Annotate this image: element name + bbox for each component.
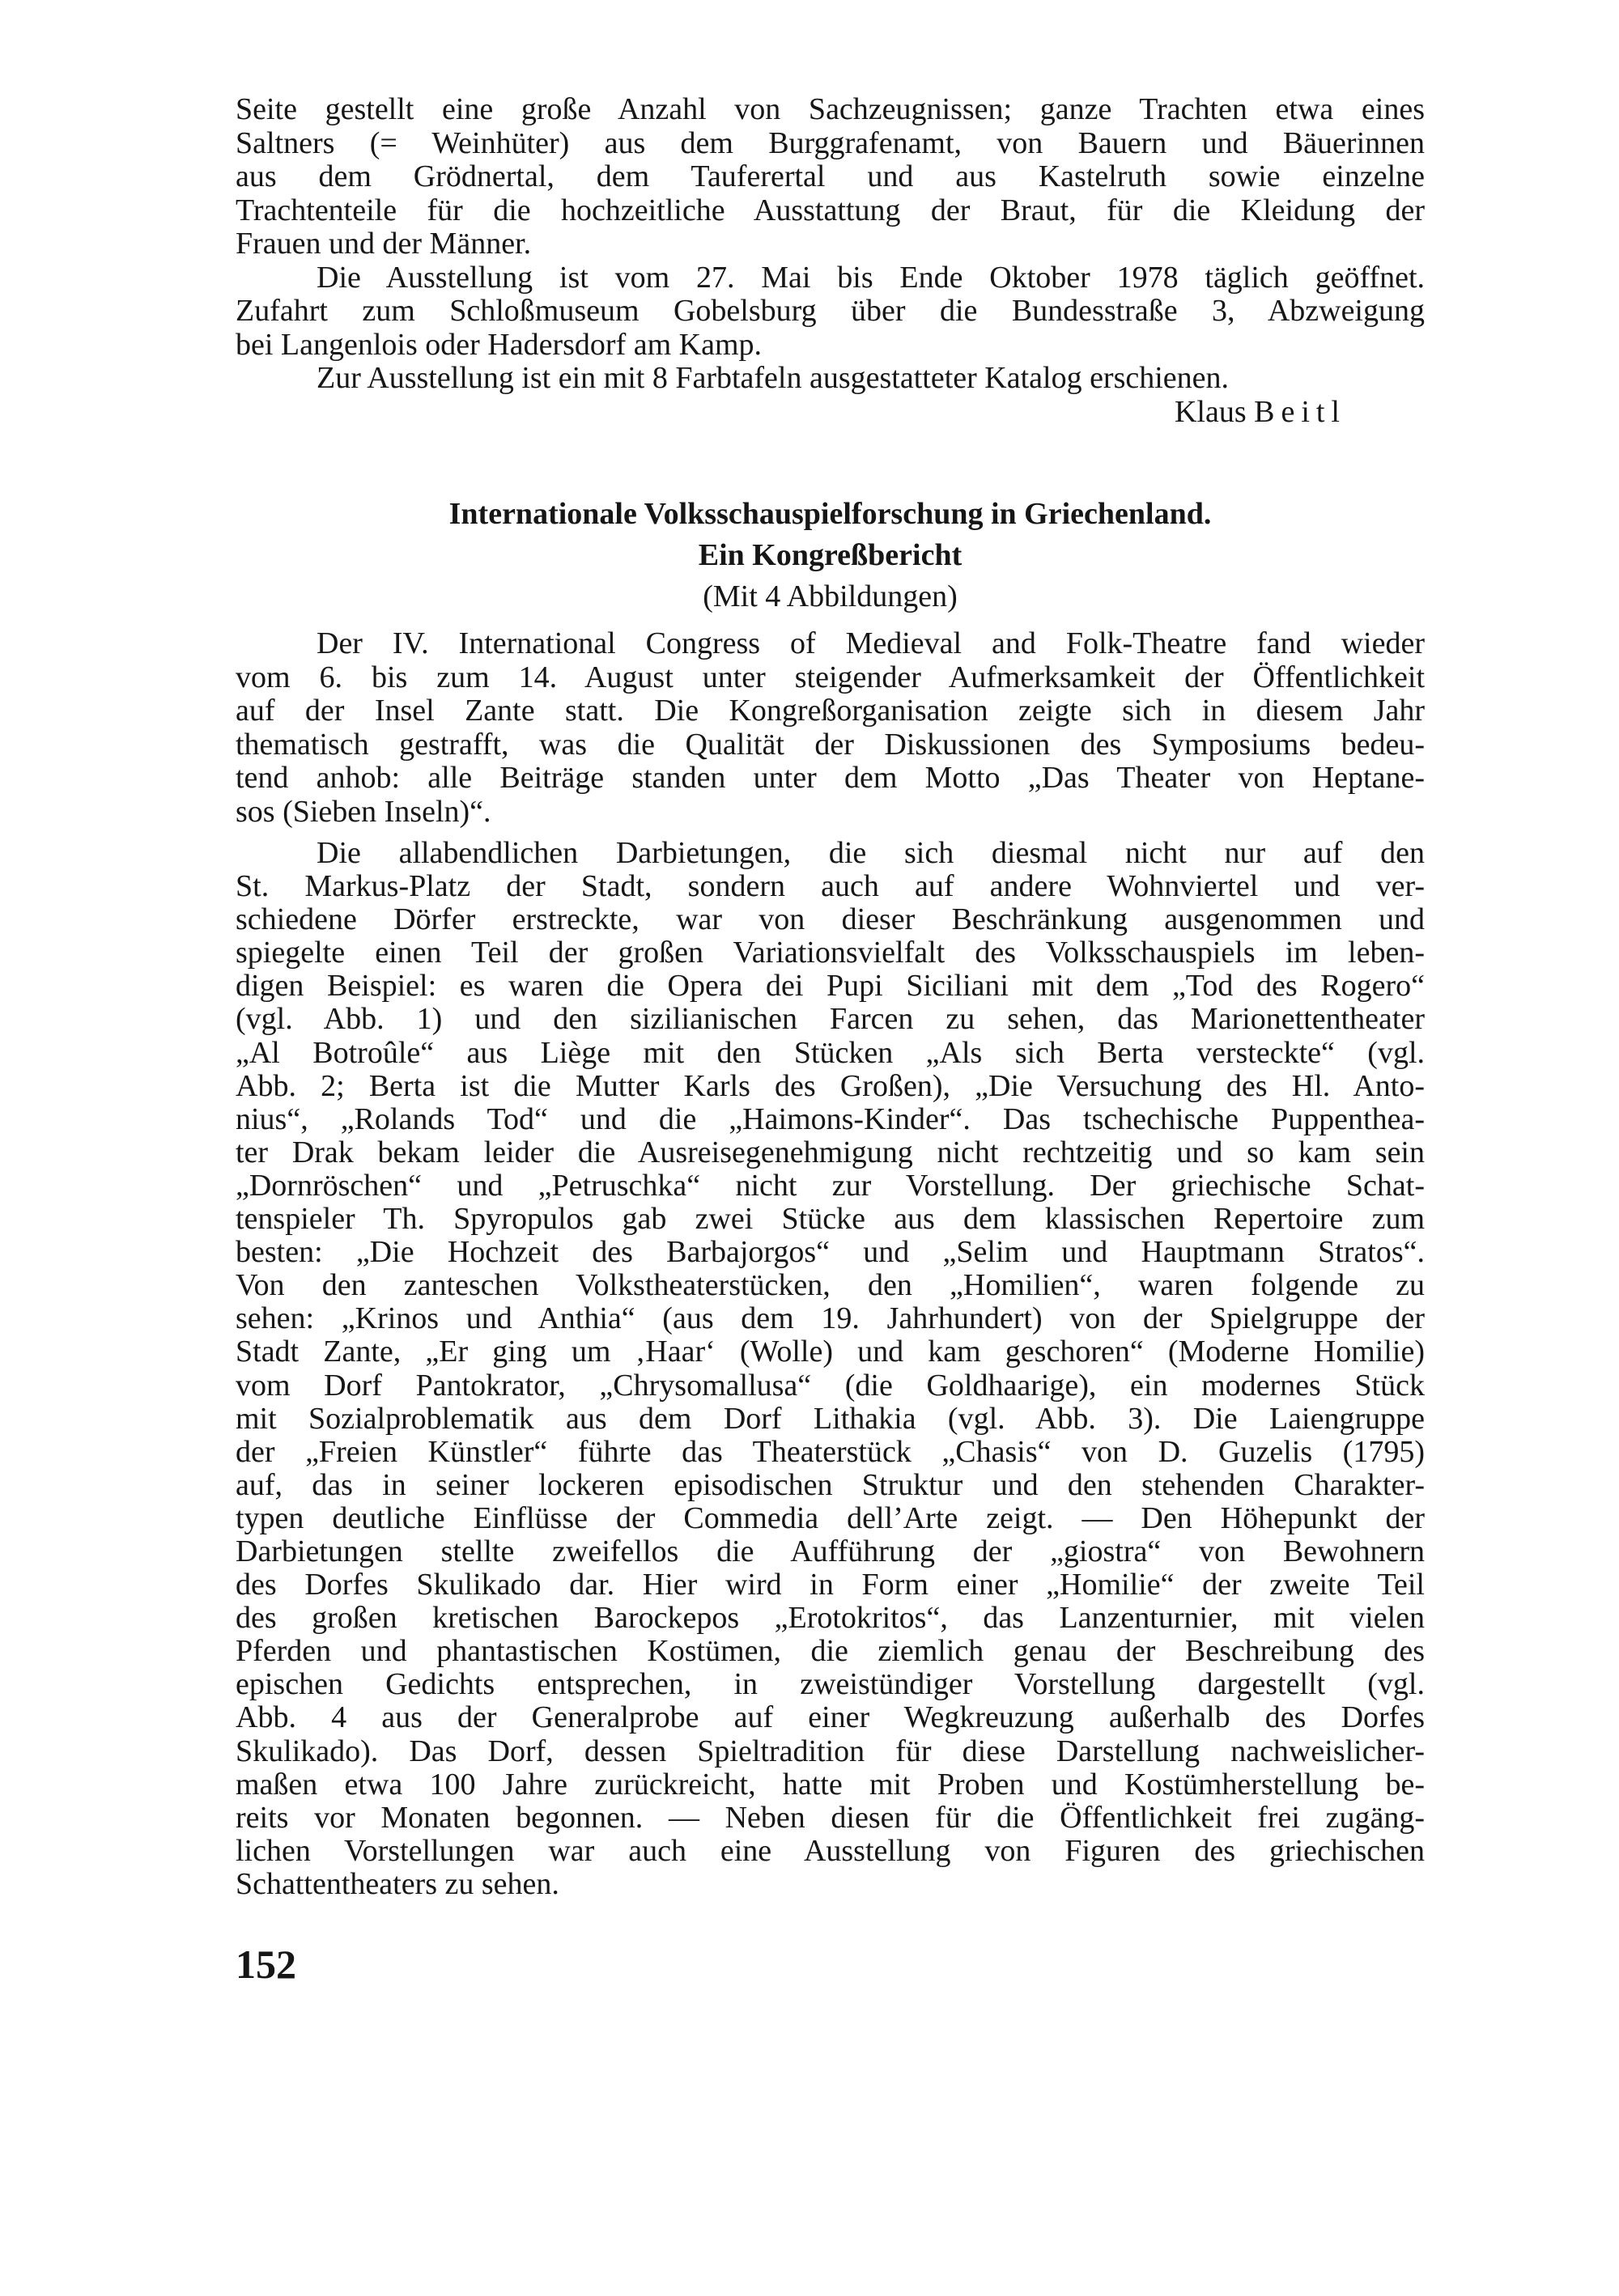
text-line: Pferden und phantastischen Kostümen, die ziemlich genau der Beschreibung des bbox=[236, 1634, 1425, 1669]
text-line: aus dem Grödnertal, dem Tauferertal und aus Kastelruth sowie einzelne bbox=[236, 159, 1425, 193]
text-line: maßen etwa 100 Jahre zurückreicht, hatte mit Proben und Kostümherstellung be- bbox=[236, 1767, 1425, 1802]
text-line: Von den zanteschen Volkstheaterstücken, den „Homilien“, waren folgende zu bbox=[236, 1268, 1425, 1303]
text-line: reits vor Monaten begonnen. — Neben diesen für die Öffentlichkeit frei zugäng- bbox=[236, 1800, 1425, 1835]
text-line: tenspieler Th. Spyropulos gab zwei Stücke aus dem klassischen Repertoire zum bbox=[236, 1202, 1425, 1237]
text-line: vom 6. bis zum 14. August unter steigender Aufmerksamkeit der Öffentlichkeit bbox=[236, 660, 1425, 694]
text-line: Frauen und der Männer. bbox=[236, 227, 532, 261]
text-line: Saltners (= Weinhüter) aus dem Burggrafenamt, von Bauern und Bäuerinnen bbox=[236, 125, 1425, 160]
text-line: typen deutliche Einflüsse der Commedia dell’Arte zeigt. — Den Höhepunkt der bbox=[236, 1500, 1425, 1535]
text-line: Abb. 4 aus der Generalprobe auf einer Wegkreuzung außerhalb des Dorfes bbox=[236, 1700, 1425, 1735]
text-line: vom Dorf Pantokrator, „Chrysomallusa“ (die Goldhaarige), ein modernes Stück bbox=[236, 1368, 1425, 1403]
article-paragraph-1 bbox=[236, 627, 1425, 829]
text-line: St. Markus-Platz der Stadt, sondern auch auf andere Wohnviertel und ver- bbox=[236, 869, 1425, 904]
text-line: Darbietungen stellte zweifellos die Aufführung der „giostra“ von Bewohnern bbox=[236, 1534, 1425, 1568]
article-title: Internationale Volksschauspielforschung in Griechenland. bbox=[448, 497, 1212, 531]
text-line: sos (Sieben Inseln)“. bbox=[236, 794, 491, 829]
text-line: Die Ausstellung ist vom 27. Mai bis Ende Oktober 1978 täglich geöffnet. bbox=[317, 260, 1425, 295]
text-line: auf der Insel Zante statt. Die Kongreßorganisation zeigte sich in diesem Jahr bbox=[236, 694, 1425, 728]
text-line: nius“, „Rolands Tod“ und die „Haimons-Kinder“. Das tschechische Puppenthea- bbox=[236, 1101, 1425, 1136]
text-line: ter Drak bekam leider die Ausreisegenehmigung nicht rechtzeitig und so kam sein bbox=[236, 1135, 1425, 1169]
text-line: Die allabendlichen Darbietungen, die sich diesmal nicht nur auf den bbox=[317, 836, 1425, 870]
text-line: Skulikado). Das Dorf, dessen Spieltradition für diese Darstellung nachweislicher- bbox=[236, 1734, 1425, 1768]
text-line: digen Beispiel: es waren die Opera dei Pupi Siciliani mit dem „Tod des Rogero“ bbox=[236, 969, 1425, 1004]
text-line: schiedene Dörfer erstreckte, war von dieser Beschränkung ausgenommen und bbox=[236, 902, 1425, 937]
text-line: auf, das in seiner lockeren episodischen Struktur und den stehenden Charakter- bbox=[236, 1467, 1425, 1502]
text-line: Schattentheaters zu sehen. bbox=[236, 1866, 559, 1901]
text-line: Seite gestellt eine große Anzahl von Sachzeugnissen; ganze Trachten etwa eines bbox=[236, 92, 1425, 126]
text-line: thematisch gestrafft, was die Qualität der Diskussionen des Symposiums bedeu- bbox=[236, 727, 1425, 762]
text-line: Zufahrt zum Schloßmuseum Gobelsburg über die Bundesstraße 3, Abzweigung bbox=[236, 294, 1425, 328]
text-line: tend anhob: alle Beiträge standen unter dem Motto „Das Theater von Heptane- bbox=[236, 761, 1425, 795]
text-line: lichen Vorstellungen war auch eine Ausstellung von Figuren des griechischen bbox=[236, 1833, 1425, 1868]
text-line: des Dorfes Skulikado dar. Hier wird in Form einer „Homilie“ der zweite Teil bbox=[236, 1568, 1425, 1602]
page-number: 152 bbox=[236, 1942, 296, 1987]
text-line: mit Sozialproblematik aus dem Dorf Lithakia (vgl. Abb. 3). Die Laiengruppe bbox=[236, 1401, 1425, 1436]
text-line: (vgl. Abb. 1) und den sizilianischen Farcen zu sehen, das Marionettentheater bbox=[236, 1002, 1425, 1037]
article-subtitle: Ein Kongreßbericht bbox=[698, 538, 962, 572]
text-line: „Al Botroûle“ aus Liège mit den Stücken „Als sich Berta versteckte“ (vgl. bbox=[236, 1035, 1425, 1070]
text-line: Stadt Zante, „Er ging um ‚Haar‘ (Wolle) und kam geschoren“ (Moderne Homilie) bbox=[236, 1335, 1425, 1369]
author-first-name: Klaus bbox=[1174, 394, 1247, 429]
article-illustration-note: (Mit 4 Abbildungen) bbox=[703, 579, 958, 613]
text-line: spiegelte einen Teil der großen Variationsvielfalt des Volksschauspiels im leben- bbox=[236, 936, 1425, 970]
text-line: der „Freien Künstler“ führte das Theaterstück „Chasis“ von D. Guzelis (1795) bbox=[236, 1434, 1425, 1469]
text-line: Zur Ausstellung ist ein mit 8 Farbtafeln ausgestatteter Katalog erschienen. bbox=[317, 361, 1230, 395]
previous-article-ending bbox=[236, 93, 1425, 429]
text-line: des großen kretischen Barockepos „Erotokritos“, das Lanzenturnier, mit vielen bbox=[236, 1601, 1425, 1636]
text-line: Trachtenteile für die hochzeitliche Ausstattung der Braut, für die Kleidung der bbox=[236, 193, 1425, 227]
text-line: „Dornröschen“ und „Petruschka“ nicht zur Vorstellung. Der griechische Schat- bbox=[236, 1168, 1425, 1203]
text-line: bei Langenlois oder Hadersdorf am Kamp. bbox=[236, 327, 763, 362]
article-paragraph-2 bbox=[236, 837, 1425, 1901]
text-line: besten: „Die Hochzeit des Barbajorgos“ und „Selim und Hauptmann Stratos“. bbox=[236, 1235, 1425, 1270]
text-line: Abb. 2; Berta ist die Mutter Karls des Großen), „Die Versuchung des Hl. Anto- bbox=[236, 1068, 1425, 1103]
text-line: epischen Gedichts entsprechen, in zweistündiger Vorstellung dargestellt (vgl. bbox=[236, 1667, 1425, 1702]
text-line: Der IV. International Congress of Medieval and Folk-Theatre fand wieder bbox=[317, 626, 1425, 660]
text-line: sehen: „Krinos und Anthia“ (aus dem 19. Jahrhundert) von der Spielgruppe der bbox=[236, 1301, 1425, 1336]
author-last-name: Beitl bbox=[1254, 394, 1346, 429]
author-signature bbox=[236, 396, 1425, 430]
